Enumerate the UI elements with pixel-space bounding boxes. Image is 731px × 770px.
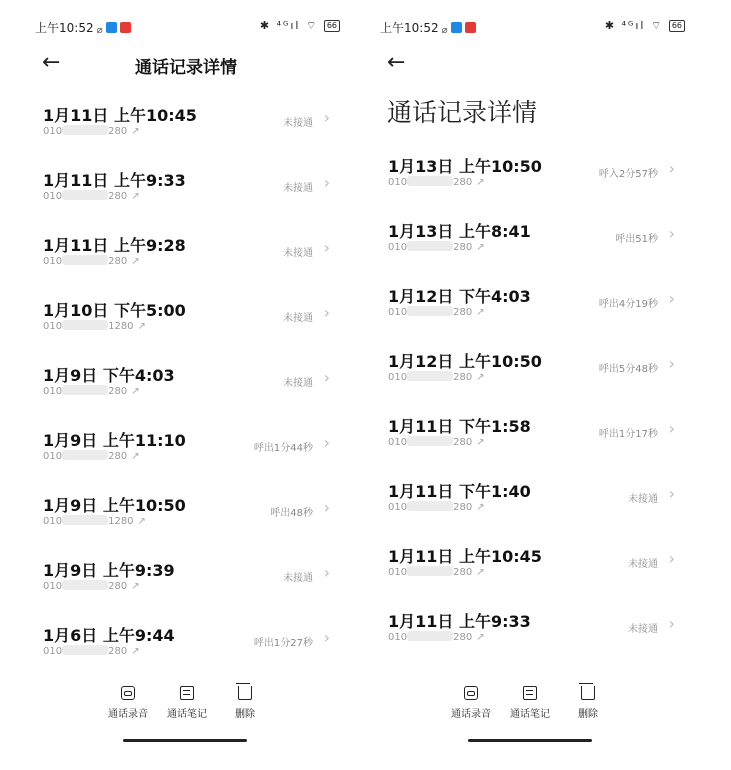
recording-icon (121, 686, 135, 700)
phone-number: 010 280 ↗ (43, 256, 140, 267)
redacted-number (407, 501, 453, 511)
redacted-number (407, 436, 453, 446)
call-record-row[interactable] (43, 362, 335, 427)
bottom-action-bar (20, 686, 360, 726)
chevron-right-icon: › (323, 498, 330, 517)
phone-number: 010 280 ↗ (388, 567, 485, 578)
back-arrow-icon[interactable]: ← (42, 50, 61, 75)
chevron-right-icon: › (323, 368, 330, 387)
delete-button[interactable] (578, 686, 598, 720)
chevron-right-icon: › (323, 563, 330, 582)
call-date: 1月9日 上午11:10 (43, 431, 186, 450)
phone-number: 010 280 ↗ (43, 646, 140, 657)
recording-icon (464, 686, 478, 700)
call-status: 未接通 (283, 248, 313, 259)
redacted-number (62, 190, 108, 200)
redacted-number (62, 515, 108, 525)
phone-number: 010 280 ↗ (43, 386, 140, 397)
call-record-row[interactable] (388, 478, 680, 543)
outgoing-arrow-icon: ↗ (131, 646, 140, 657)
outgoing-arrow-icon: ↗ (131, 386, 140, 397)
phone-number: 010 280 ↗ (388, 632, 485, 643)
phone-number: 010 1280 ↗ (43, 321, 146, 332)
call-record-row[interactable] (388, 218, 680, 283)
call-record-row[interactable] (388, 608, 680, 673)
call-record-row[interactable] (43, 427, 335, 492)
chevron-right-icon: › (323, 433, 330, 452)
call-recording-label: 通话录音 (108, 709, 148, 720)
call-recording-button[interactable] (451, 686, 491, 720)
call-date: 1月9日 上午9:39 (43, 561, 175, 580)
call-recording-button[interactable] (108, 686, 148, 720)
page-title: 通话记录详情 (135, 58, 237, 78)
chevron-right-icon: › (668, 614, 675, 633)
status-time: 上午10:52 ⌀ (380, 19, 476, 36)
call-status: 未接通 (283, 313, 313, 324)
call-date: 1月11日 上午9:28 (43, 236, 186, 255)
chevron-right-icon: › (323, 303, 330, 322)
call-status: 未接通 (283, 378, 313, 389)
call-record-row[interactable] (43, 102, 335, 167)
delete-label: 删除 (235, 709, 255, 720)
call-status: 未接通 (628, 494, 658, 505)
call-status: 未接通 (628, 624, 658, 635)
home-indicator[interactable] (123, 739, 247, 742)
delete-button[interactable] (235, 686, 255, 720)
outgoing-arrow-icon: ↗ (476, 567, 485, 578)
outgoing-arrow-icon: ↗ (476, 632, 485, 643)
call-date: 1月6日 上午9:44 (43, 626, 175, 645)
chevron-right-icon: › (668, 484, 675, 503)
outgoing-arrow-icon: ↗ (131, 256, 140, 267)
trash-icon (581, 686, 595, 700)
redacted-number (62, 580, 108, 590)
outgoing-arrow-icon: ↗ (137, 321, 146, 332)
chevron-right-icon: › (323, 173, 330, 192)
call-status: 呼出48秒 (270, 508, 313, 519)
bottom-action-bar (365, 686, 705, 726)
call-status: 未接通 (283, 573, 313, 584)
redacted-number (62, 450, 108, 460)
chevron-right-icon: › (668, 159, 675, 178)
redacted-number (407, 371, 453, 381)
chevron-right-icon: › (323, 238, 330, 257)
redacted-number (62, 385, 108, 395)
outgoing-arrow-icon: ↗ (131, 191, 140, 202)
call-date: 1月11日 下午1:40 (388, 482, 531, 501)
call-record-row[interactable] (43, 232, 335, 297)
phone-number: 010 1280 ↗ (43, 516, 146, 527)
notes-icon (523, 686, 537, 700)
call-record-row[interactable] (43, 557, 335, 622)
phone-number: 010 280 ↗ (388, 372, 485, 383)
call-status: 呼出1分27秒 (253, 638, 313, 649)
call-date: 1月13日 上午8:41 (388, 222, 531, 241)
call-status: 呼出4分19秒 (598, 299, 658, 310)
call-record-row[interactable] (388, 543, 680, 608)
redacted-number (62, 125, 108, 135)
outgoing-arrow-icon: ↗ (476, 372, 485, 383)
call-status: 未接通 (283, 118, 313, 129)
outgoing-arrow-icon: ↗ (131, 451, 140, 462)
notes-icon (180, 686, 194, 700)
outgoing-arrow-icon: ↗ (476, 307, 485, 318)
outgoing-arrow-icon: ↗ (476, 502, 485, 513)
phone-number: 010 280 ↗ (43, 191, 140, 202)
redacted-number (62, 255, 108, 265)
chevron-right-icon: › (668, 354, 675, 373)
call-date: 1月12日 下午4:03 (388, 287, 531, 306)
phone-number: 010 280 ↗ (388, 177, 485, 188)
system-icons: ✱ ⁴ᴳıl ⌔ 66 (605, 19, 685, 33)
outgoing-arrow-icon: ↗ (131, 581, 140, 592)
call-notes-button[interactable] (167, 686, 207, 720)
call-status: 未接通 (628, 559, 658, 570)
dnd-icon: ⌀ (96, 25, 103, 36)
battery-icon: 66 (324, 20, 340, 32)
call-status: 呼出1分44秒 (253, 443, 313, 454)
app-blue-icon (106, 22, 117, 33)
redacted-number (62, 645, 108, 655)
phone-number: 010 280 ↗ (388, 437, 485, 448)
call-notes-label: 通话笔记 (167, 709, 207, 720)
chevron-right-icon: › (668, 549, 675, 568)
call-status: 呼出51秒 (615, 234, 658, 245)
app-red-icon (465, 22, 476, 33)
call-record-row[interactable] (388, 413, 680, 478)
dnd-icon: ⌀ (441, 25, 448, 36)
delete-label: 删除 (578, 709, 598, 720)
system-icons: ✱ ⁴ᴳıl ⌔ 66 (260, 19, 340, 33)
phone-number: 010 280 ↗ (388, 502, 485, 513)
phone-number: 010 280 ↗ (388, 307, 485, 318)
call-date: 1月13日 上午10:50 (388, 157, 542, 176)
left-screen (20, 0, 360, 770)
status-time: 上午10:52 ⌀ (35, 19, 131, 36)
call-date: 1月11日 上午9:33 (388, 612, 531, 631)
page-title-large: 通话记录详情 (387, 98, 538, 127)
phone-number: 010 280 ↗ (43, 451, 140, 462)
phone-number: 010 280 ↗ (43, 581, 140, 592)
back-arrow-icon[interactable]: ← (387, 50, 406, 75)
redacted-number (407, 306, 453, 316)
battery-icon: 66 (669, 20, 685, 32)
outgoing-arrow-icon: ↗ (476, 177, 485, 188)
right-screen (365, 0, 705, 770)
call-record-row[interactable] (43, 492, 335, 557)
redacted-number (407, 631, 453, 641)
redacted-number (407, 566, 453, 576)
call-date: 1月11日 上午9:33 (43, 171, 186, 190)
status-bar (380, 18, 685, 38)
chevron-right-icon: › (323, 108, 330, 127)
outgoing-arrow-icon: ↗ (476, 437, 485, 448)
redacted-number (62, 320, 108, 330)
outgoing-arrow-icon: ↗ (476, 242, 485, 253)
call-date: 1月11日 下午1:58 (388, 417, 531, 436)
call-notes-button[interactable] (510, 686, 550, 720)
home-indicator[interactable] (468, 739, 592, 742)
call-date: 1月9日 上午10:50 (43, 496, 186, 515)
status-bar (35, 18, 340, 38)
redacted-number (407, 176, 453, 186)
call-date: 1月12日 上午10:50 (388, 352, 542, 371)
call-status: 呼入2分57秒 (598, 169, 658, 180)
call-list (388, 153, 680, 673)
trash-icon (238, 686, 252, 700)
chevron-right-icon: › (668, 419, 675, 438)
call-date: 1月9日 下午4:03 (43, 366, 175, 385)
call-record-row[interactable] (43, 167, 335, 232)
outgoing-arrow-icon: ↗ (137, 516, 146, 527)
app-blue-icon (451, 22, 462, 33)
call-date: 1月10日 下午5:00 (43, 301, 186, 320)
call-status: 呼出1分17秒 (598, 429, 658, 440)
call-record-row[interactable] (43, 622, 335, 687)
chevron-right-icon: › (668, 289, 675, 308)
chevron-right-icon: › (668, 224, 675, 243)
call-notes-label: 通话笔记 (510, 709, 550, 720)
app-red-icon (120, 22, 131, 33)
chevron-right-icon: › (323, 628, 330, 647)
call-list (43, 102, 335, 687)
call-status: 未接通 (283, 183, 313, 194)
call-status: 呼出5分48秒 (598, 364, 658, 375)
call-record-row[interactable] (43, 297, 335, 362)
redacted-number (407, 241, 453, 251)
call-date: 1月11日 上午10:45 (388, 547, 542, 566)
phone-number: 010 280 ↗ (388, 242, 485, 253)
outgoing-arrow-icon: ↗ (131, 126, 140, 137)
call-recording-label: 通话录音 (451, 709, 491, 720)
call-record-row[interactable] (388, 283, 680, 348)
call-record-row[interactable] (388, 153, 680, 218)
call-record-row[interactable] (388, 348, 680, 413)
phone-number: 010 280 ↗ (43, 126, 140, 137)
call-date: 1月11日 上午10:45 (43, 106, 197, 125)
